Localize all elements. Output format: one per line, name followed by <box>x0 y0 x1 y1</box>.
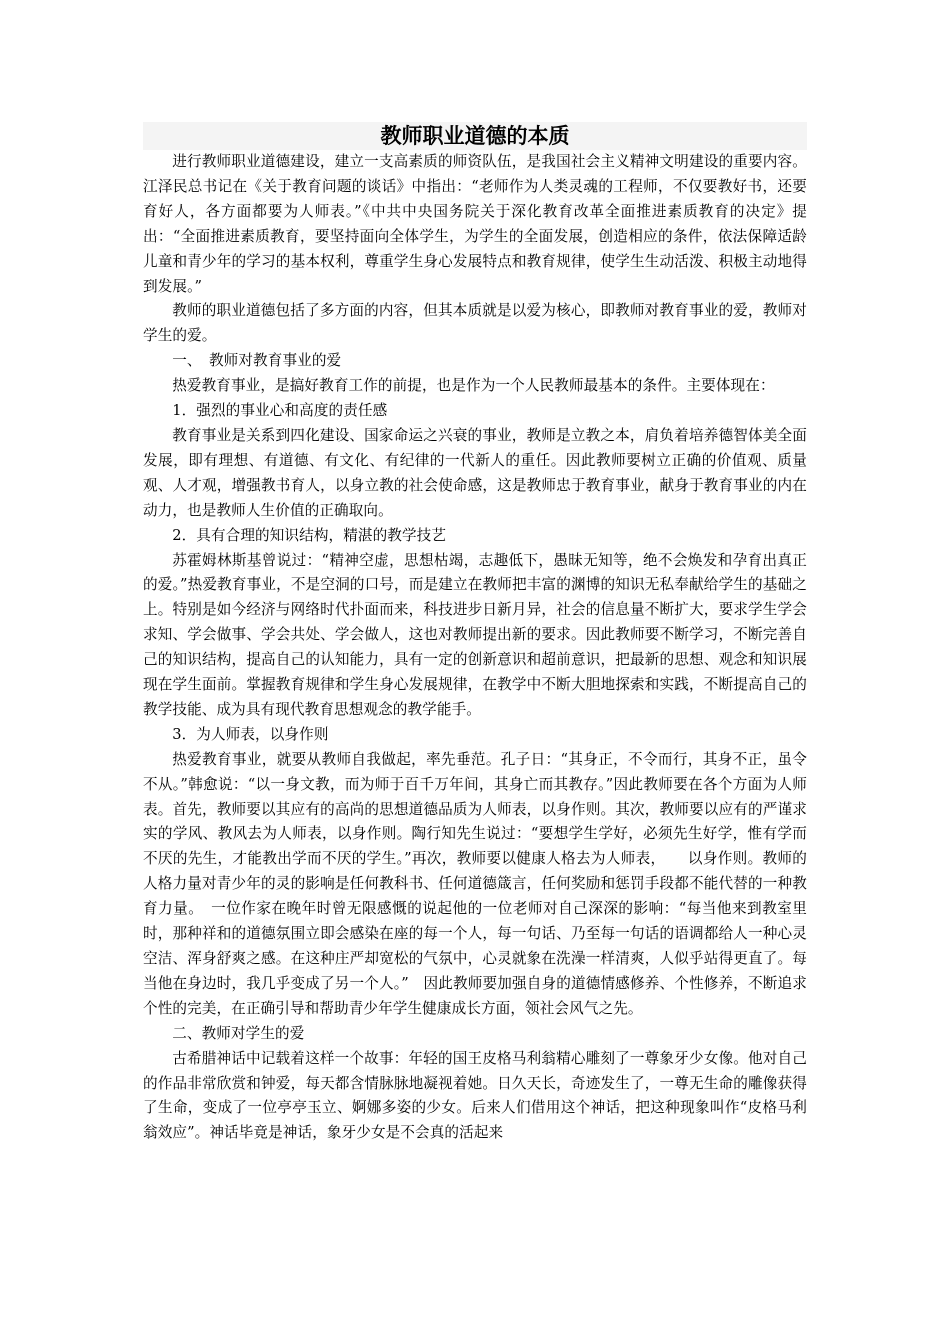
paragraph-responsibility: 教育事业是关系到四化建设、国家命运之兴衰的事业，教师是立教之本，肩负着培养德智体美全面发展，即有理想、有道德、有文化、有纪律的一代新人的重任。因此教师要树立正确的价值观、质量观、人才观，增强教书育人，以身立教的社会使命感，这是教师忠于教育事业，献身于教育事业的内在动力，也是教师人生价值的正确取向。 <box>143 426 807 519</box>
section-heading-1: 一、 教师对教育事业的爱 <box>172 352 342 370</box>
paragraph-essence: 教师的职业道德包括了多方面的内容，但其本质就是以爱为核心，即教师对教育事业的爱，教师对学生的爱。 <box>143 302 807 345</box>
subheading-2: 2．具有合理的知识结构，精湛的教学技艺 <box>172 526 447 544</box>
document-body <box>143 150 807 1146</box>
paragraph-pygmalion: 古希腊神话中记载着这样一个故事：年轻的国王皮格马利翁精心雕刻了一尊象牙少女像。他对自己的作品非常欣赏和钟爱，每天都含情脉脉地凝视着她。日久天长，奇迹发生了，一尊无生命的雕像获得了生命，变成了一位亭亭玉立、婀娜多姿的少女。后来人们借用这个神话，把这种现象叫作“皮格马利翁效应”。神话毕竟是神话，象牙少女是不会真的活起来 <box>143 1049 807 1142</box>
section-heading-2: 二、教师对学生的爱 <box>172 1024 305 1042</box>
subheading-3: 3．为人师表，以身作则 <box>172 725 329 743</box>
page-title: 教师职业道德的本质 <box>143 122 807 150</box>
paragraph-intro: 进行教师职业道德建设，建立一支高素质的师资队伍，是我国社会主义精神文明建设的重要内容。江泽民总书记在《关于教育问题的谈话》中指出：“老师作为人类灵魂的工程师，不仅要教好书，还要育好人，各方面都要为人师表。”《中共中央国务院关于深化教育改革全面推进素质教育的决定》提出：“全面推进素质教育，要坚持面向全体学生，为学生的全面发展，创造相应的条件，依法保障适龄儿童和青少年的学习的基本权利，尊重学生身心发展特点和教育规律，使学生生动活泼、积极主动地得到发展。” <box>143 153 807 295</box>
subheading-1: 1．强烈的事业心和高度的责任感 <box>172 402 388 420</box>
paragraph-knowledge: 苏霍姆林斯基曾说过：“精神空虚，思想枯竭，志趣低下，愚昧无知等，绝不会焕发和孕育出真正的爱。”热爱教育事业，不是空洞的口号，而是建立在教师把丰富的渊博的知识无私奉献给学生的基础之上。特别是如今经济与网络时代扑面而来，科技进步日新月异，社会的信息量不断扩大，要求学生学会求知、学会做事、学会共处、学会做人，这也对教师提出新的要求。因此教师要不断学习，不断完善自己的知识结构，提高自己的认知能力，具有一定的创新意识和超前意识，把最新的思想、观念和知识展现在学生面前。掌握教育规律和学生身心发展规律，在教学中不断大胆地探索和实践，不断提高自己的教学技能、成为具有现代教育思想观念的教学能手。 <box>143 551 807 718</box>
paragraph-role-model: 热爱教育事业，就要从教师自我做起，率先垂范。孔子日：“其身正，不令而行，其身不正，虽令不从。”韩愈说：“以一身文教，而为师于百千万年间，其身亡而其教存。”因此教师要在各个方面为人师表。首先，教师要以其应有的高尚的思想道德品质为人师表，以身作则。其次，教师要以应有的严谨求实的学风、教风去为人师表，以身作则。陶行知先生说过：“要想学生学好，必须先生好学，惟有学而不厌的先生，才能教出学而不厌的学生。”再次，教师要以健康人格去为人师表， 以身作则。教师的人格力量对青少年的灵的影响是任何教科书、任何道德箴言，任何奖励和惩罚手段都不能代替的一种教育力量。 一位作家在晚年时曾无限感慨的说起他的一位老师对自己深深的影响：“每当他来到教室里时，那种祥和的道德氛围立即会感染在座的每一个人，每一句话、乃至每一句话的语调都给人一种心灵空洁、浑身舒爽之感。在这种庄严却宽松的气氛中，心灵就象在洗澡一样清爽，人似乎站得更直了。每当他在身边时，我几乎变成了另一个人。” 因此教师要加强自身的道德情感修养、个性修养，不断追求个性的完美，在正确引导和帮助青少年学生健康成长方面，领社会风气之先。 <box>143 750 807 1017</box>
paragraph-section-1-intro: 热爱教育事业，是搞好教育工作的前提，也是作为一个人民教师最基本的条件。主要体现在： <box>172 377 775 395</box>
